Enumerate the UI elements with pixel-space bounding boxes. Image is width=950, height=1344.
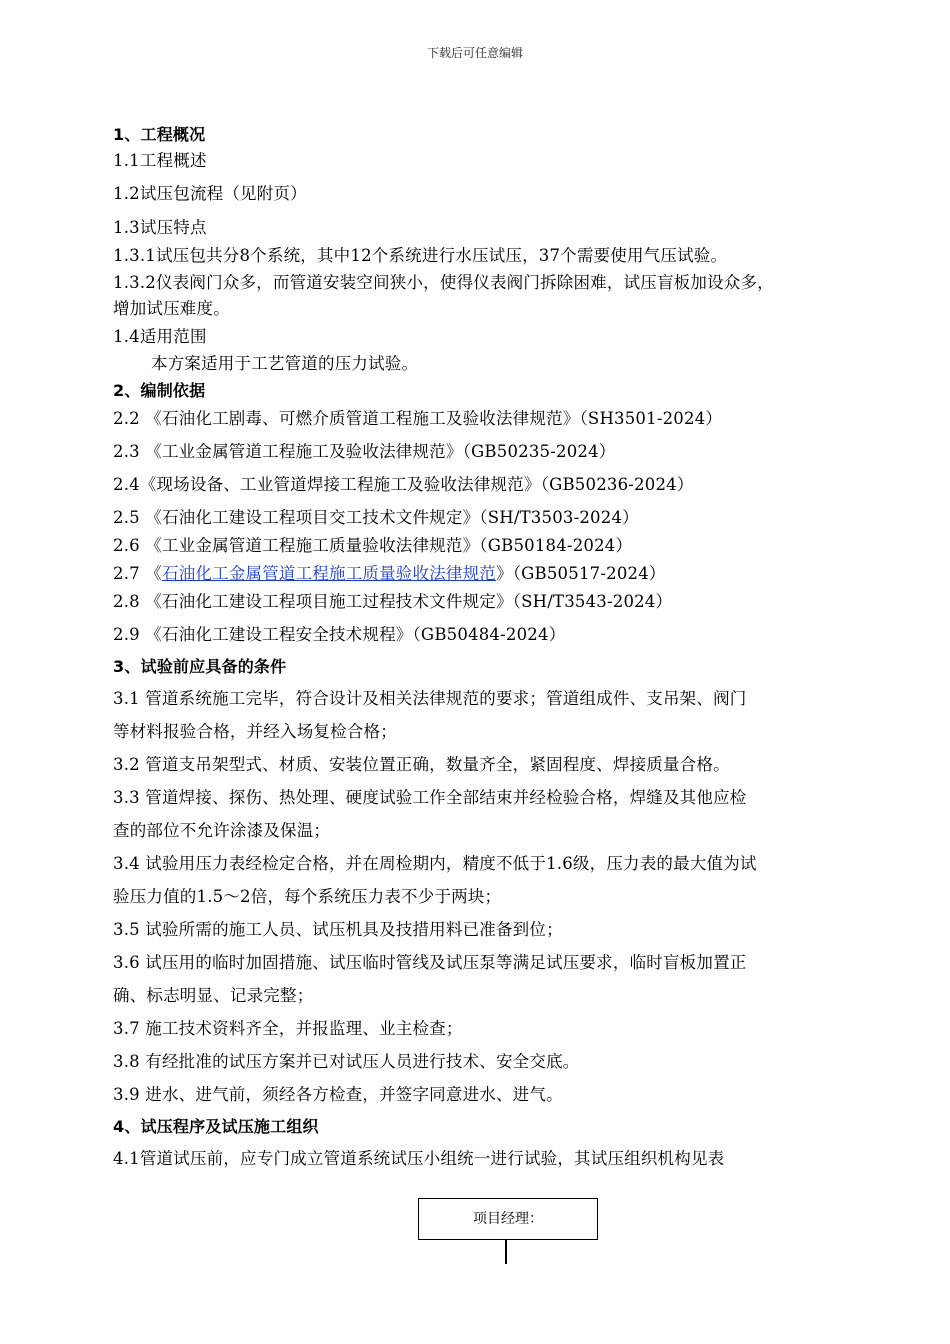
- reference-2-7-prefix: 2.7 《: [113, 564, 162, 583]
- section-heading: 3、试验前应具备的条件: [113, 657, 287, 676]
- section-heading: 2、编制依据: [113, 381, 206, 400]
- text-line: 3.7 施工技术资料齐全，并报监理、业主检查；: [113, 1019, 463, 1038]
- text-line: 2.8 《石油化工建设工程项目施工过程技术文件规定》（SH/T3543-2024）: [113, 592, 673, 611]
- text-line: 2.2 《石油化工剧毒、可燃介质管道工程施工及验收法律规范》（SH3501-2024）: [113, 409, 723, 428]
- text-line: 1.3试压特点: [113, 218, 207, 237]
- text-line: 4.1管道试压前，应专门成立管道系统试压小组统一进行试验，其试压组织机构见表: [113, 1149, 725, 1168]
- text-line: 1.1工程概述: [113, 151, 207, 170]
- page-header: 下载后可任意编辑: [426, 46, 523, 60]
- reference-2-7: [113, 563, 883, 585]
- text-line: 2.6 《工业金属管道工程施工质量验收法律规范》（GB50184-2024）: [113, 536, 633, 555]
- text-line: 查的部位不允许涂漆及保温；: [113, 821, 331, 840]
- text-line: 1.4适用范围: [113, 327, 207, 346]
- text-line: 3.8 有经批准的试压方案并已对试压人员进行技术、安全交底。: [113, 1052, 580, 1071]
- text-line: 3.2 管道支吊架型式、材质、安装位置正确，数量齐全，紧固程度、焊接质量合格。: [113, 755, 730, 774]
- text-line: 3.1 管道系统施工完毕，符合设计及相关法律规范的要求；管道组成件、支吊架、阀门: [113, 689, 747, 708]
- text-line: 2.3 《工业金属管道工程施工及验收法律规范》（GB50235-2024）: [113, 442, 616, 461]
- text-line: 1.3.1试压包共分8个系统，其中12个系统进行水压试压，37个需要使用气压试验。: [113, 246, 728, 265]
- text-line: 增加试压难度。: [113, 299, 230, 318]
- text-line: 3.5 试验所需的施工人员、试压机具及技措用料已准备到位；: [113, 920, 563, 939]
- text-line: 确、标志明显、记录完整；: [113, 986, 314, 1005]
- text-line: 2.4《现场设备、工业管道焊接工程施工及验收法律规范》（GB50236-2024）: [113, 475, 694, 494]
- text-line: 3.6 试压用的临时加固措施、试压临时管线及试压泵等满足试压要求，临时盲板加置正: [113, 953, 747, 972]
- text-line: 1.2试压包流程（见附页）: [113, 184, 307, 203]
- text-line: 2.9 《石油化工建设工程安全技术规程》（GB50484-2024）: [113, 625, 566, 644]
- text-line: 等材料报验合格，并经入场复检合格；: [113, 722, 397, 741]
- text-line: 1.3.2仪表阀门众多，而管道安装空间狭小，使得仪表阀门拆除困难，试压盲板加设众多，: [113, 273, 774, 292]
- section-heading: 4、试压程序及试压施工组织: [113, 1117, 319, 1136]
- text-line: 验压力值的1.5～2倍，每个系统压力表不少于两块；: [113, 887, 502, 906]
- org-chart-project-manager-box: 项目经理：: [418, 1198, 598, 1240]
- reference-2-7-suffix: 》（GB50517-2024）: [496, 564, 666, 583]
- text-line: 3.3 管道焊接、探伤、热处理、硬度试验工作全部结束并经检验合格，焊缝及其他应检: [113, 788, 747, 807]
- text-line: 2.5 《石油化工建设工程项目交工技术文件规定》（SH/T3503-2024）: [113, 508, 639, 527]
- text-line: 3.4 试验用压力表经检定合格，并在周检期内，精度不低于1.6级，压力表的最大值为试: [113, 854, 757, 873]
- reference-2-7-link[interactable]: 石油化工金属管道工程施工质量验收法律规范: [162, 564, 496, 583]
- text-line: 本方案适用于工艺管道的压力试验。: [151, 354, 419, 373]
- section-heading: 1、工程概况: [113, 125, 206, 144]
- org-chart-connector-line: [505, 1240, 507, 1264]
- text-line: 3.9 进水、进气前，须经各方检查，并签字同意进水、进气。: [113, 1085, 563, 1104]
